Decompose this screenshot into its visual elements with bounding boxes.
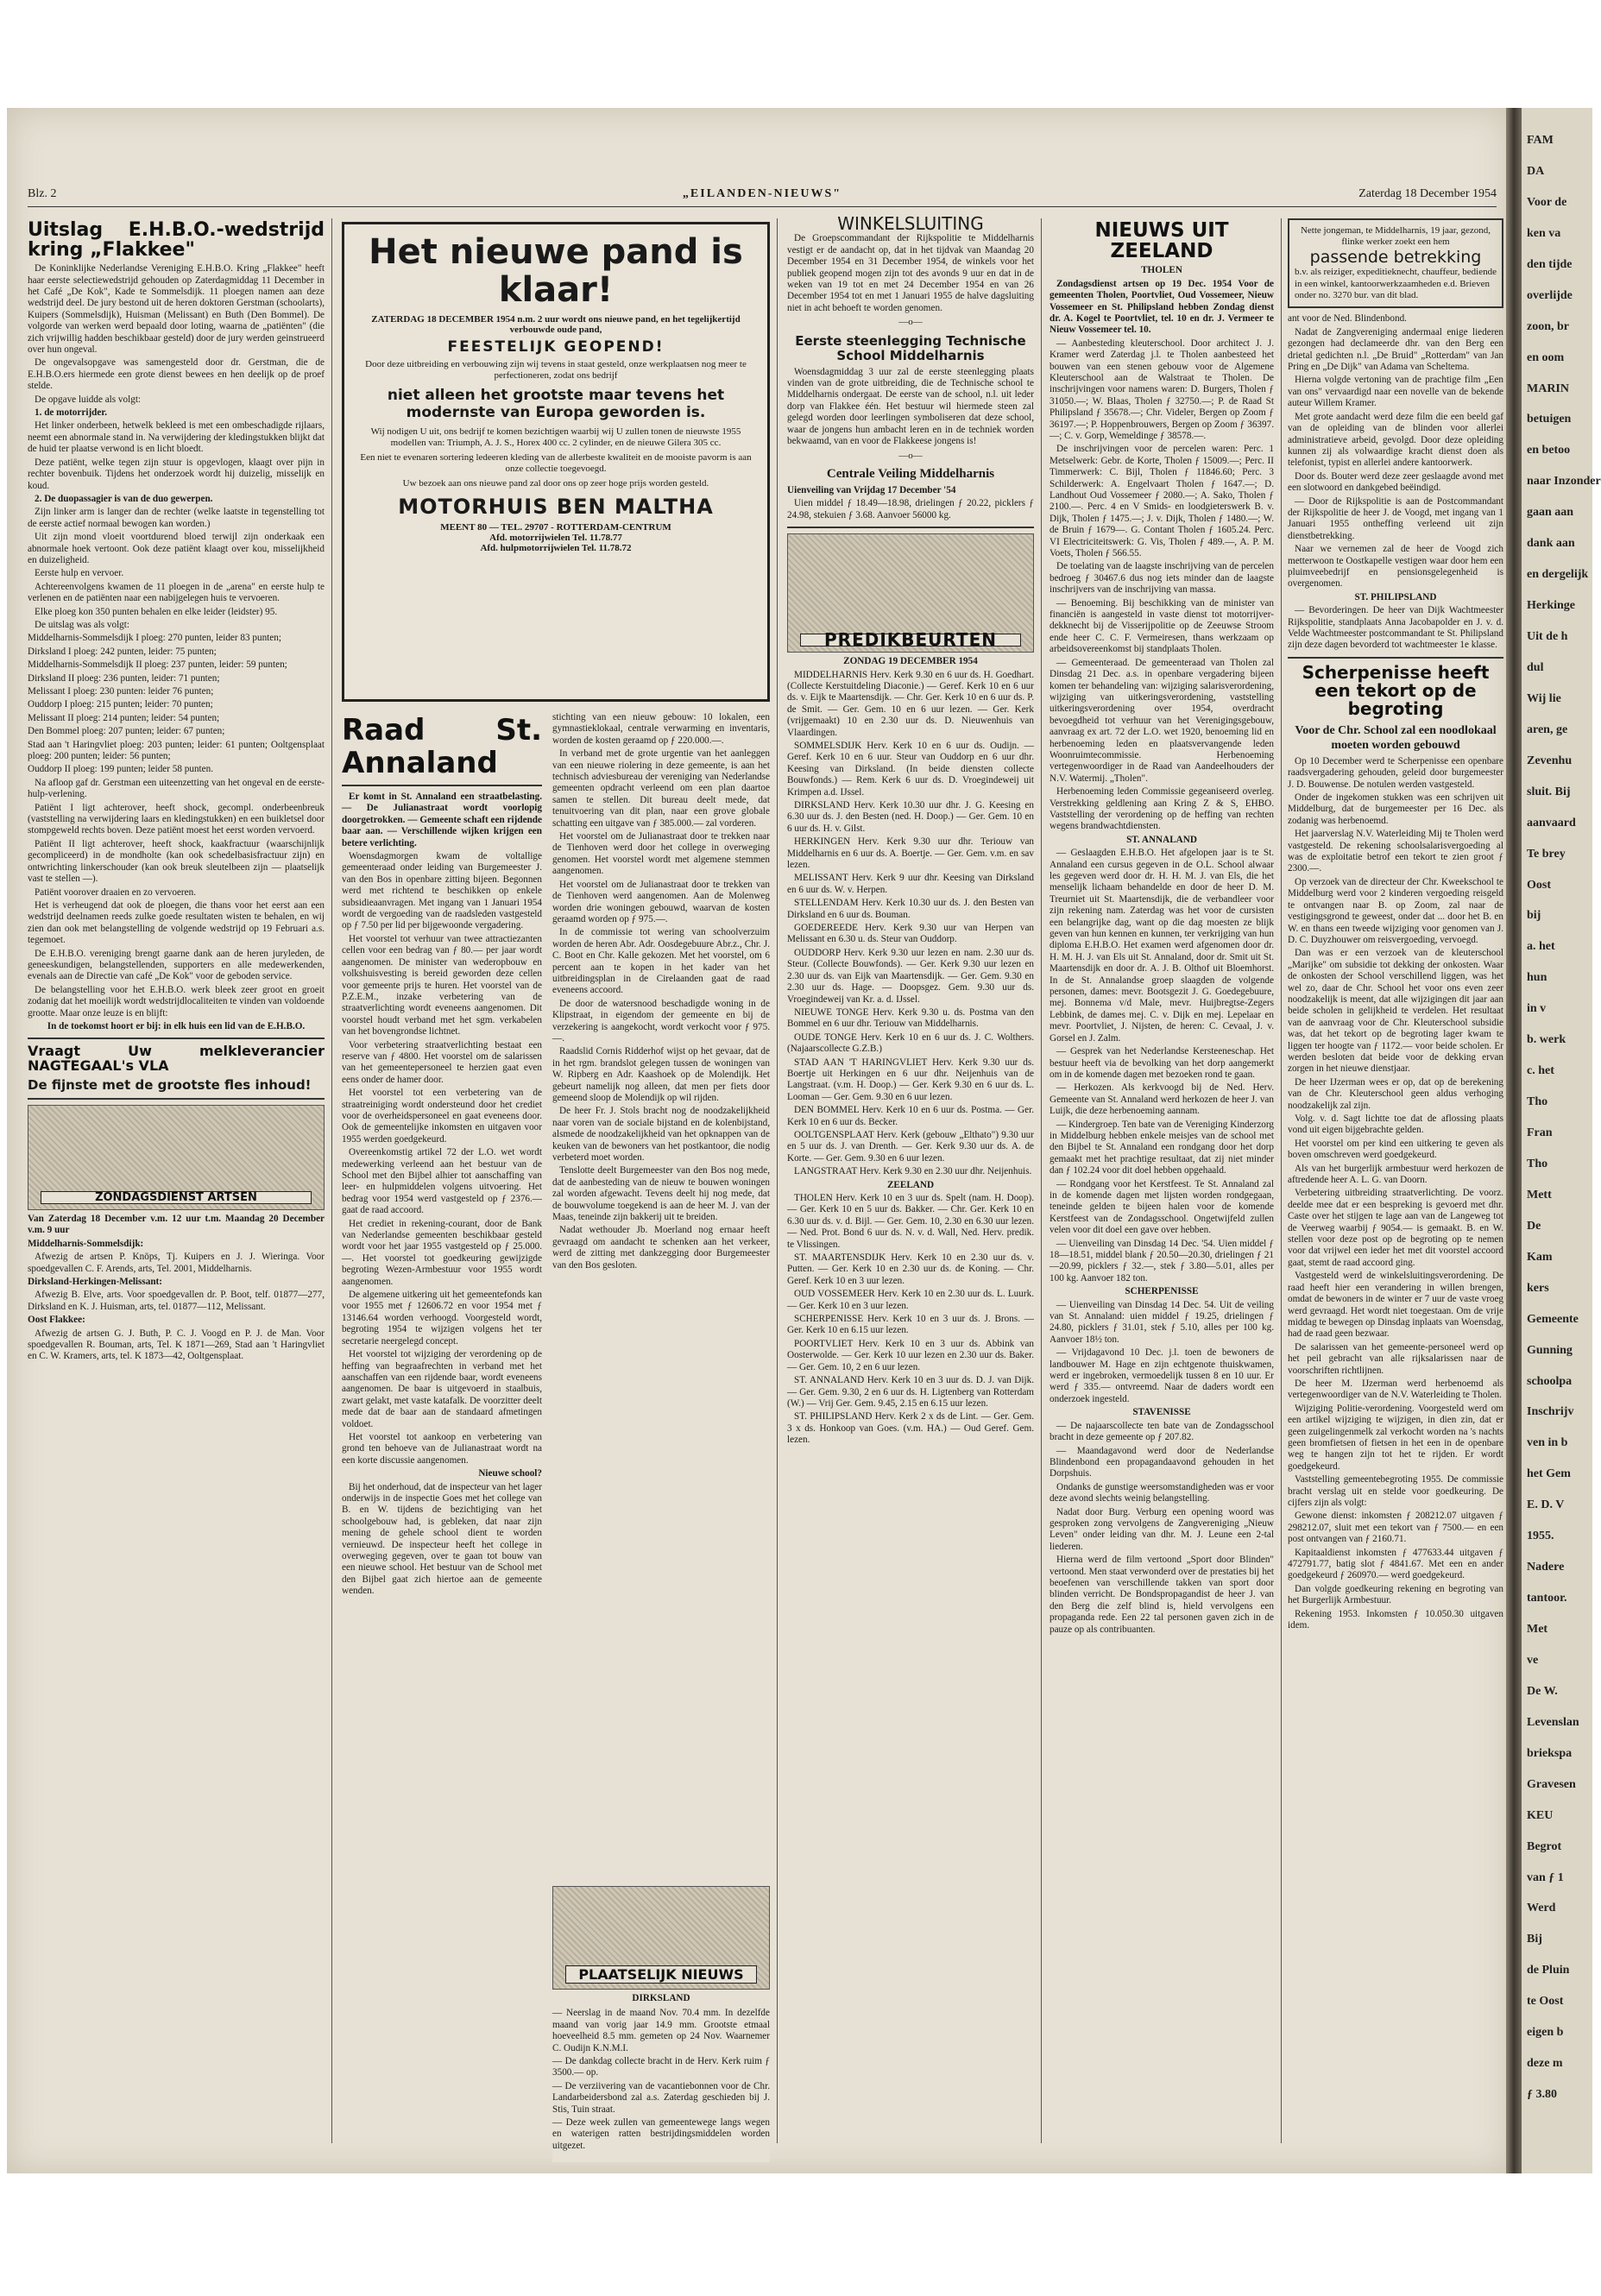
- article-paragraph: Het is verheugend dat ook de ploegen, die thans voor het eerst aan een wedstrijd deelnamen reeds zulke goede resultaten wisten te behalen, en wij zien dan ook met belangstelling de volgende wedstrijd op 19 Februari a.s. tegemoet.: [28, 899, 325, 946]
- article-paragraph: Patiënt I ligt achterover, heeft shock, gecompl. onderbeenbreuk (vaststelling na verwijdering laars en kledingstukken) en een buikletsel door stompgeweld rechts boven. Deze patiënt moest het eerst worden vervoerd.: [28, 802, 325, 836]
- article-paragraph: Het crediet in rekening-courant, door de Bank van Nederlandse gemeenten beschikbaar gesteld wordt voor het jaar 1955 vastgesteld op ƒ 25.000.—. Het voorstel tot goedkeuring gewijzigde begroting Wezen-Armbestuur voor 1955 wordt aangenomen.: [342, 1218, 542, 1287]
- separator: —o—: [898, 317, 923, 328]
- article-paragraph: ant voor de Ned. Blindenbond.: [1288, 313, 1407, 325]
- article-paragraph: De opgave luidde als volgt:: [35, 394, 142, 405]
- column-1: [28, 218, 325, 2160]
- scherpenisse-headline: Scherpenisse heeft een tekort op de begroting: [1302, 661, 1490, 719]
- article-paragraph: De ongevalsopgave was samengesteld door dr. Gerstman, die de E.H.B.O.ers hiermede een grote dienst bewees en hen deelijk op de proef stelde.: [28, 357, 325, 392]
- article-paragraph: Verbetering uitbreiding straatverlichting. De voorz. deelde mee dat er een bespreking is gevoerd met dhr. Caste over het stijgen te lage aan van de Langeweg tot de Veerweg waarbij ƒ 9054.— is gemaakt. B. en W. stellen voor deze post op de begroting op te nemen voor dat vrijwel een ieder het met dit voorstel accoord gaat, stemt de raad accoord ging.: [1288, 1188, 1503, 1268]
- article-paragraph: Elke ploeg kon 350 punten behalen en elke leider (leidster) 95.: [35, 606, 278, 617]
- next-page-fragment: ken va: [1527, 226, 1561, 240]
- next-page-fragment: van ƒ 1: [1527, 1870, 1564, 1884]
- article-paragraph: Vastgesteld werd de winkelsluitingsverordening. De raad heeft hier een verandering in willen brengen, omdat de bewoners in de winter er 7 uur de vaste vroeg werd gevraagd. Het wordt niet toegestaan. Om de vrije middag te bewegen op Dinsdag inplaats van Woensdag, had de raad geen bezwaar.: [1288, 1271, 1503, 1340]
- article-paragraph: — Rondgang voor het Kerstfeest. Te St. Annaland zal in de komende dagen met lijsten worden rondgegaan, teneinde gelden te bijeen halen voor de komende Kerstfeest van de Zondagsschool. Ongetwijfeld zullen velen voor dit doel een gave over hebben.: [1049, 1178, 1274, 1236]
- next-page-fragment: Zevenhu: [1527, 754, 1573, 767]
- result-line: Melissant II ploeg: 214 punten; leider: 54 punten;: [28, 712, 220, 723]
- article-paragraph: De Koninklijke Nederlandse Vereniging E.H.B.O. Kring „Flakkee" heeft haar eerste selectiewedstrijd gehouden op Zaterdagmiddag 11 December in het Café „De Kok", Kade te Sommelsdijk. 11 ploegen namen aan deze wedstrijd deel. De jury bestond uit de heren doktoren Gerstman (schoolarts), Kuipers (Sommelsdijk), Huisman (Melissant) en Buth (Den Bommel). De volgorde van werken werd bepaald door loting, waarna de „patiënten" (die zich vrijwillig hadden beschikbaar gesteld) door de jury werden geinstrueerd over hun ongeval.: [28, 263, 325, 356]
- next-page-fragment: het Gem: [1527, 1467, 1571, 1481]
- article-paragraph: Het voorstel tot een verbetering van de straatreiniging wordt ondersteund door het crediet voor de overheidspersoneel en gaat eveneens door. Ook de gemeentelijke inkomsten en uitgaven voor 1955 werden goedgekeurd.: [342, 1088, 542, 1145]
- scherpenisse-subheadline: Voor de Chr. School zal een noodlokaal moeten worden gebouwd: [1295, 723, 1497, 752]
- article-paragraph: Rekening 1953. Inkomsten ƒ 10.050.30 uitgaven idem.: [1288, 1608, 1503, 1631]
- result-line: Ouddorp II ploeg: 199 punten; leider 58 punten.: [28, 764, 214, 775]
- column-4: [1049, 218, 1274, 2160]
- predikbeurt-entry: GOEDEREEDE Herv. Kerk 9.30 uur van Herpen van Melissant en 6.30 u. ds. Steur van Ouddorp.: [787, 923, 1034, 945]
- zeeland-headline: NIEUWS UIT ZEELAND: [1094, 219, 1229, 263]
- predikbeurt-entry: SCHERPENISSE Herv. Kerk 10 en 3 uur ds. J. Brons. — Ger. Kerk 10 en 6.15 uur lezen.: [787, 1314, 1034, 1336]
- column-3: [787, 213, 1034, 2160]
- page-header: [28, 184, 1497, 207]
- article-paragraph: — Neerslag in de maand Nov. 70.4 mm. In dezelfde maand van vorig jaar 14.9 mm. Grootste etmaal hoeveelheid 8.5 mm. gemeten op 24 Nov. Waarnemer C. Oudijn K.N.M.I.: [552, 2008, 770, 2053]
- next-page-fragment: eigen b: [1527, 2026, 1564, 2040]
- result-line: Melissant I ploeg: 230 punten: leider 76 punten;: [28, 686, 214, 697]
- article-paragraph: — Benoeming. Bij beschikking van de minister van financiën is aangesteld in vaste dienst tot motorrijver-dekknecht bij de Visserijpolitie op de Zeeuwse Stroom ende heer C. C. F. Vermeiresen, thans werkzaam op arbeidsovereenkomst bij standplaats Tholen.: [1049, 597, 1274, 655]
- article-paragraph: Het voorstel tot wijziging der verordening op de heffing van begraafrechten in verband met het aanschaffen van een rijdende baar, wordt eveneens aangenomen. De baar is uitgevoerd in staalbuis, zwart gelakt, met vaste katafalk. De voorzitter deelt mede dat de baar aan de standaard afmetingen voldoet.: [342, 1349, 542, 1429]
- stavenisse-heading: STAVENISSE: [1132, 1407, 1191, 1418]
- article-paragraph: — De verziivering van de vacantiebonnen voor de Chr. Landarbeidersbond zal a.s. Zaterdag geschieden bij J. Stis, Tuin straat.: [552, 2080, 770, 2115]
- article-paragraph: — Kindergroep. Ten bate van de Vereniging Kinderzorg in Middelburg hebben enkele meisjes van de school met den Bijbel te St. Annaland een rondgang door het dorp gemaakt met het prachtige resultaat, dat zij niet minder dan ƒ 102.24 voor dit doel hebben opgehaald.: [1049, 1119, 1274, 1176]
- article-paragraph: Uit zijn mond vloeit voortdurend bloed terwijl zijn onderkaak een abnormale hoek vertoont. Ook deze patiënt klaagt over kou, misselijkheid en duizeligheid.: [28, 532, 325, 565]
- next-page-fragment: Met: [1527, 1623, 1548, 1636]
- job-wanted-ad: [1288, 218, 1503, 308]
- next-page-fragment: overlijde: [1527, 288, 1573, 302]
- article-paragraph: Deze patiënt, welke tegen zijn stuur is opgevlogen, klaagt over pijn in rechter bovenbuik. Tijdens het onderzoek wordt hij duizelig, misselijk en koud.: [28, 457, 325, 491]
- next-page-fragment: De: [1527, 1219, 1541, 1233]
- next-page-fragment: MARIN: [1527, 382, 1569, 395]
- next-page-fragment: Tho: [1527, 1157, 1548, 1170]
- next-page-fragment: Tho: [1527, 1095, 1548, 1109]
- next-page-fragment: zoon, br: [1527, 319, 1569, 333]
- dienst-text: Afwezig de artsen G. J. Buth, P. C. J. Voogd en P. J. de Man. Voor spoedgevallen R. Bouman, arts, Tel. K 1871—269, Stad aan 't Haringvliet en C. W. Kramers, arts, tel. K 1873—42, Ooltgensplaat.: [28, 1328, 325, 1362]
- article-paragraph: Onder de ingekomen stukken was een schrijven uit Middelburg, dat de burgemeester per 16 Dec. als zodanig was herbenoemd.: [1288, 792, 1503, 826]
- article-paragraph: Zijn linker arm is langer dan de rechter (welke laatste in tegenstelling tot de eerste actief normaal bewogen kan worden.): [28, 507, 325, 529]
- article-paragraph: Nadat wethouder Jb. Moerland nog ernaar heeft gevraagd om aandacht te schenken aan het verkeer, werd de zitting met dankzegging door Burgemeester van den Bos gesloten.: [552, 1225, 770, 1271]
- dienst-region: Dirksland-Herkingen-Melissant:: [28, 1277, 163, 1287]
- next-page-fragment: E. D. V: [1527, 1498, 1565, 1512]
- article-paragraph: Door ds. Bouter werd deze zeer geslaagde avond met een slotwoord en dankgebed beëindigd.: [1288, 470, 1503, 494]
- ehbo-headline: Uitslag E.H.B.O.-wedstrijd kring „Flakkee": [28, 219, 325, 262]
- article-paragraph: Patiënt II ligt achterover, heeft shock, kaakfractuur (waarschijnlijk gecompliceerd) in de mondholte (kan ook schedelbasisfractuur zijn) en ontwrichting linkerschouder (kan ook breuk sleutelbeen zijn — plaatselijk vast te stellen —).: [28, 838, 325, 885]
- article-paragraph: Voor verbetering straatverlichting bestaat een reserve van ƒ 4800. Het voorstel om de salarissen van het gemeentepersoneel te herzien gaat even eens onder de hamer door.: [342, 1039, 542, 1085]
- next-page-fragment: sluit. Bij: [1527, 785, 1571, 798]
- ad-line: Uw bezoek aan ons nieuwe pand zal door ons op zeer hoge prijs worden gesteld.: [402, 478, 709, 489]
- article-paragraph: De uitslag was als volgt:: [35, 619, 129, 630]
- scherpenisse-heading: SCHERPENISSE: [1125, 1286, 1199, 1297]
- article-paragraph: De heer M. IJzerman werd herbenoemd als vertegenwoordiger van de N.V. Waterleiding te Tholen.: [1288, 1378, 1503, 1401]
- article-paragraph: Vaststelling gemeentebegroting 1955. De commissie bracht verslag uit en stelde voor goedkeuring. De cijfers zijn als volgt:: [1288, 1474, 1503, 1508]
- article-paragraph: Uien middel ƒ 18.49—18.98, drielingen ƒ 20.22, picklers ƒ 24.98, stekuien ƒ 3.68. Aanvoer 56000 kg.: [787, 498, 1034, 520]
- ad-title: Het nieuwe pand is klaar!: [369, 232, 743, 310]
- article-paragraph: Het jaarverslag N.V. Waterleiding Mij te Tholen werd vastgesteld. De rekening schoolsalarisvergoeding al was de exploitatie betrof een tekort te zien groot ƒ 2300.—.: [1288, 829, 1503, 874]
- column-rule: [777, 218, 778, 2143]
- predikbeurt-entry: DEN BOMMEL Herv. Kerk 10 en 6 uur ds. Postma. — Ger. Kerk 10 en 6 uur ds. Becker.: [787, 1105, 1034, 1127]
- next-page-fragment: dank aan: [1527, 537, 1575, 551]
- predikbeurten-illustration: [787, 533, 1034, 653]
- predikbeurt-entry: OOLTGENSPLAAT Herv. Kerk (gebouw „Elthato") 9.30 uur en 5 uur ds. J. van Drenth. — Ger. Kerk 9.30 uur ds. A. de Korte. — Ger. Gem. 9.30 en 6 uur lezen.: [787, 1129, 1034, 1164]
- result-line: Den Bommel ploeg: 207 punten; leider: 67 punten;: [28, 726, 225, 737]
- predikbeurten-date: ZONDAG 19 DECEMBER 1954: [843, 656, 978, 667]
- dienst-text: Afwezig de artsen P. Knöps, Tj. Kuipers en J. J. Wieringa. Voor spoedgevallen C. F. Arends, arts, Tel. 2001, Middelharnis.: [28, 1252, 325, 1274]
- next-page-fragment: Uit de h: [1527, 630, 1568, 643]
- article-paragraph: De algemene uitkering uit het gemeentefonds kan voor 1955 met ƒ 12606.72 en voor 1954 met ƒ 13146.64 worden verhoogd. Voorgesteld wordt, begroting 1954 te wijzigen volgens het ter secretarie neergelegd concept.: [342, 1290, 542, 1347]
- motorhuis-advertisement: [342, 222, 770, 702]
- article-paragraph: In de commissie tot wering van schoolverzuim worden de heren Abr. Adr. Oosdegebuure Abr.z., Chr. J. C. Boot en Chr. Kalle gekozen. Met het voorstel, om 6 percent aan te kopen in het kader van het uitbreidingsplan in de Cirelaanden gaat de raad eveneens accoord.: [552, 927, 770, 996]
- winkelsluiting-headline: WINKELSLUITING: [837, 213, 984, 234]
- article-paragraph: Achtereenvolgens kwamen de 11 ploegen in de „arena" en eerste hulp te verlenen en de patiënten naar een nabijgelegen huis te vervoeren.: [28, 581, 325, 604]
- article-paragraph: Het voorstel om de Julianastraat door te trekken naar de Tienhoven werd door het college in overweging genomen. Het voorstel wordt met algemene stemmen aangenomen.: [552, 831, 770, 877]
- next-page-fragment: en dergelijk: [1527, 568, 1589, 582]
- next-page-fragment: Oost: [1527, 878, 1551, 892]
- article-paragraph: In verband met de grote urgentie van het aanleggen van een nieuwe riolering in deze gemeente, is aan het technisch adviesbureau der vereniging van Nederlandse gemeenten opdracht verleend om een plan daartoe samen te stellen. Dit bureau deelt mede, dat tenuitvoering van dit plan, naar een grove globale schatting een uitgave van ƒ 385.000.— zal vorderen.: [552, 748, 770, 829]
- next-page-fragment: a. het: [1527, 940, 1555, 954]
- next-page-fragment: Begrot: [1527, 1839, 1562, 1853]
- article-paragraph: De heer Fr. J. Stols bracht nog de noodzakelijkheid naar voren van de sociale bijstand en de kolenbijstand, alsmede de noodzakelijkheid van het opknappen van de keuken van de bewoners van het postkantoor, die nodig verbeterd moet worden.: [552, 1106, 770, 1164]
- dienst-region: Middelharnis-Sommelsdijk:: [28, 1238, 144, 1249]
- article-paragraph: Gewone dienst: inkomsten ƒ 208212.07 uitgaven ƒ 298212.07, sluit met een tekort van ƒ 7500.— en een post ontvangen van ƒ 2160.71.: [1288, 1511, 1503, 1545]
- next-page-fragment: briekspa: [1527, 1746, 1573, 1760]
- next-page-fragment: Gemeente: [1527, 1312, 1579, 1326]
- article-paragraph: De toelating van de laagste inschrijving van de percelen bedroeg ƒ 30467.6 dus nog iets minder dan de laagste inschrijvers van de inschrijving van massa.: [1049, 561, 1274, 596]
- predikbeurt-entry: POORTVLIET Herv. Kerk 10 en 3 uur ds. Abbink van Oosterwolde. — Ger. Kerk 10 uur lezen en 2.30 uur ds. Baker. — Ger. Gem. 10, 2 en 6 uur lezen.: [787, 1338, 1034, 1372]
- article-paragraph: Eerste hulp en vervoer.: [35, 568, 124, 579]
- result-line: Middelharnis-Sommelsdijk I ploeg: 270 punten, leider 83 punten;: [28, 633, 281, 644]
- ad-line: ZATERDAG 18 DECEMBER 1954 n.m. 2 uur wordt ons nieuwe pand, en het tegelijkertijd verbouwde oude pand,: [371, 314, 741, 335]
- article-paragraph: Het linker onderbeen, hetwelk bekleed is met een ombeschadigde rijlaars, neemt een abnormale stand in. Na verwijdering der kledingstukken blijkt dat de huid ter plaatse verwond is en licht bloedt.: [28, 420, 325, 455]
- next-page-fragment: aren, ge: [1527, 722, 1568, 736]
- next-page-fragment: gaan aan: [1527, 506, 1574, 520]
- next-page-fragment: ƒ 3.80: [1527, 2088, 1557, 2102]
- result-line: Ouddorp I ploeg: 215 punten; leider: 70 punten;: [28, 699, 213, 710]
- column-rule: [1041, 218, 1042, 2143]
- zeeland-heading: ZEELAND: [886, 1179, 935, 1190]
- article-closing: In de toekomst hoort er bij: in elk huis een lid van de E.H.B.O.: [47, 1020, 306, 1031]
- next-page-fragment: Gravesen: [1527, 1777, 1576, 1791]
- article-paragraph: Met grote aandacht werd deze film die een beeld gaf van de opleiding van de blinden voor allerlei administratieve arbeid, gevolgd. Door deze opleiding kunnen zij als volwaardige kracht dienst doen als telefonist, typist en allerlei andere kantoorwerk.: [1288, 411, 1503, 469]
- article-paragraph: Op verzoek van de directeur der Chr. Kweekschool te Middelburg werd voor 2 kinderen vergoeding reisgeld te ontvangen naar B. op Zoom, zal naar de vestigingsgrond te geweest, onder dat ... door het B. en W. en thans een tweede wijziging voor genomen van J. D. C. Duyzhouwer om reisvergoeding, vervoegd.: [1288, 876, 1503, 945]
- article-subhead: 2. De duopassagier is van de duo gewerpen.: [35, 493, 213, 504]
- article-paragraph: Dan volgde goedkeuring rekening en begroting van het Burgerlijk Armbestuur.: [1288, 1583, 1503, 1606]
- next-page-fragment: schoolpa: [1527, 1374, 1573, 1388]
- predikbeurt-entry: STELLENDAM Herv. Kerk 10.30 uur ds. J. den Besten van Dirksland en 6 uur ds. Bouman.: [787, 898, 1034, 920]
- job-ad-text: b.v. als reiziger, expeditieknecht, chauffeur, bediende in een winkel, kantoorwerkzaamheden e.d. Brieven onder no. 3270 bur. van dit blad.: [1295, 267, 1497, 301]
- article-paragraph: Herbenoeming leden Commissie gegeaniseerd overleg. Verstrekking geldlening aan Kring Z & S, EHBO. Vaststelling der verordening op de heffing van rechten wegens brandwachtdiensten.: [1049, 786, 1274, 832]
- next-page-fragment: den tijde: [1527, 257, 1573, 271]
- article-paragraph: Kapitaaldienst inkomsten ƒ 477633.44 uitgaven ƒ 472791.77, batig slot ƒ 4841.67. Met een en ander goedgekeurd ƒ 260970.— werd goedgekeurd.: [1288, 1547, 1503, 1581]
- article-paragraph: — Geslaagden E.H.B.O. Het afgelopen jaar is te St. Annaland een cursus gegeven in de O.L. School alwaar les gegeven werd door dr. H. H. M. J. van Els, die het menselijk lichaam behandelde en door de heer D. M. Treurniet uit St. Maartensdijk, die de verbandleer voor zijn rekening nam. Zaterdag was het voor de cursisten een belangrijke dag, want op die dag moesten ze blijk geven van hun kennen en kunnen, ter verkrijging van hun diploma E.H.B.O. Het examen werd afgenomen door dr. H. M. H. J. van Els uit St. Annaland, door dr. Smit uit St. Maartensdijk en door dr. A. J. B. Olthof uit Bloemhorst. In de St. Annalandse groep slaagden de volgende personen, dames: mevr. Bootsgezit J. G. Goedegebuure, mej. Bonnema v/d Male, mevr. Huijbregtse-Zegers Lebbink, de dames mej. C. v. Dijk en mej. Lepelaar en mevr. Poortvliet, J. Nijsten, de heren: C. Cevaal, J. v. Gorsel en J. Zalm.: [1049, 848, 1274, 1044]
- predikbeurt-entry: MELISSANT Herv. Kerk 9 uur dhr. Keesing van Dirksland en 6 uur ds. W. v. Herpen.: [787, 873, 1034, 895]
- binding-gutter: [1506, 108, 1522, 2173]
- article-paragraph: — Deze week zullen van gemeentewege langs wegen en waterigen ratten bestrijdingsmiddelen worden uitgezet.: [552, 2117, 770, 2151]
- predikbeurt-entry: STAD AAN 'T HARINGVLIET Herv. Kerk 9.30 uur ds. Boertje uit Herkingen en 6 uur dhr. Neijenhuis van de Langstraat. (v.m. H. Doop.) — Ger. Kerk 9.30 en 6 uur ds. L. Looman — Ger. Gem. 9.30 en 6 uur lezen.: [787, 1057, 1034, 1102]
- result-line: Dirksland II ploeg: 236 punten, leider: 71 punten;: [28, 672, 220, 684]
- next-page-fragment: aanvaard: [1527, 816, 1576, 829]
- predikbeurt-entry: ST. ANNALAND Herv. Kerk 10 en 3 uur ds. D. J. van Dijk. — Ger. Gem. 9.30, 2 en 6 uur ds. H. Ligtenberg van Rotterdam (W.) — Vrij Ger. Gem. 9.45, 2.15 en 6.15 uur lezen.: [787, 1375, 1034, 1409]
- next-page-fragment: Herkinge: [1527, 599, 1575, 613]
- vla-ad-title: Vraagt Uw melkleverancier NAGTEGAAL's VLA: [28, 1043, 325, 1075]
- next-page-fragment: Mett: [1527, 1188, 1552, 1202]
- column-2: [342, 712, 542, 2162]
- next-page-fragment: en betoo: [1527, 444, 1571, 457]
- article-paragraph: Nadat door Burg. Verburg een opening woord was gesproken zong vervolgens de Zangvereniging „Nieuw Leven" onder leiding van dhr. M. J. Leune een 2-tal liederen.: [1049, 1506, 1274, 1552]
- ad-line: Wij nodigen U uit, ons bedrijf te komen bezichtigen waarbij wij U zullen tonen de nieuwste 1955 modellen van: Triumph, A. J. S., Horex 400 cc. 2 cylinder, en de nieuwe Gilera 305 cc.: [370, 426, 741, 448]
- next-page-fragment: Wij lie: [1527, 691, 1561, 705]
- article-paragraph: — De dankdag collecte bracht in de Herv. Kerk ruim ƒ 3500.— op.: [552, 2056, 770, 2078]
- ad-phone: Afd. motorrijwielen Tel. 11.78.77: [489, 533, 622, 543]
- raad-rubric: Nieuwe school?: [478, 1468, 542, 1479]
- plaatselijk-nieuws-illustration: [552, 1886, 770, 1990]
- predikbeurt-entry: NIEUWE TONGE Herv. Kerk 9.30 u. ds. Postma van den Bommel en 6 uur dhr. Teriouw van Middelharnis.: [787, 1006, 1034, 1030]
- ad-slogan: niet alleen het grootste maar tevens het modernste van Europa geworden is.: [387, 387, 725, 421]
- result-line: Dirksland I ploeg: 242 punten, leider: 75 punten;: [28, 646, 217, 657]
- article-paragraph: — Herkozen. Als kerkvoogd bij de Ned. Herv. Gemeente van St. Annaland werd herkozen de heer J. van Luijk, die deze herbenoeming aannam.: [1049, 1082, 1274, 1117]
- article-paragraph: Nadat de Zangvereniging andermaal enige liederen gezongen had declameerde dhr. van den Berg een drietal gedichten n.l. „De Bruid" „Rotterdam" van Jan Pring en „De Dijk" van Adama van Scheltema.: [1288, 326, 1503, 373]
- ad-address: MEENT 80 — TEL. 29707 - ROTTERDAM-CENTRUM: [440, 522, 671, 533]
- predikbeurten-label: PREDIKBEURTEN: [800, 634, 1021, 647]
- predikbeurt-entry: ST. PHILIPSLAND Herv. Kerk 2 x ds de Lint. — Ger. Gem. 3 x ds. Honkoop van Goes. (v.m. HA.) — Oud Geref. Gem. lezen.: [787, 1411, 1034, 1446]
- newspaper-page: [7, 108, 1510, 2173]
- article-paragraph: Het voorstel tot verhuur van twee attractiezanten cellen voor een bedrag van ƒ 80.— per jaar wordt aangenomen. De minister van wederopbouw en volkshuisvesting is bereid geworden deze cellen voor gemeente prijs te huren. Het voorstel van de P.Z.E.M., inzake verbetering van de straatverlichting wordt eveneens aangenomen. Dit voorstel houdt verband met het sgm. verkabelen van het bovengrondse lichtnet.: [342, 933, 542, 1038]
- next-page-fragment: Werd: [1527, 1902, 1556, 1915]
- plaatselijk-nieuws-block: [552, 1886, 770, 2162]
- stphilipsland-heading: ST. PHILIPSLAND: [1354, 591, 1437, 602]
- next-page-fragment: b. werk: [1527, 1033, 1566, 1047]
- article-paragraph: Na afloop gaf dr. Gerstman een uiteenzetting van het ongeval en de eerste-hulp-verlening.: [28, 777, 325, 800]
- veiling-headline: Centrale Veiling Middelharnis: [826, 466, 995, 481]
- next-page-fragment: en oom: [1527, 350, 1565, 364]
- predikbeurt-entry: HERKINGEN Herv. Kerk 9.30 uur dhr. Teriouw van Middelharnis en 6 uur ds. A. Boertje. — Ger. Gem. v.m. en sav lezen.: [787, 836, 1034, 871]
- predikbeurt-entry: DIRKSLAND Herv. Kerk 10.30 uur dhr. J. G. Keesing en 6.30 uur ds. J. den Besten (ned. H. Doop.) — Ger. Gem. 10 en 6 uur ds. H. v. Gilst.: [787, 800, 1034, 834]
- ad-line: Een niet te evenaren sortering ledeeren kleding van de allerbeste kwaliteit en de mooiste pavorm is aan onze collectie toegevoegd.: [360, 452, 752, 474]
- article-paragraph: De E.H.B.O. vereniging brengt gaarne dank aan de heren juryleden, de geneeskundigen, belangstellenden, supporters en alle medewerkenden, evenals aan de Directie van café „De Kok" voor de geboden service.: [28, 948, 325, 982]
- article-paragraph: De Groepscommandant der Rijkspolitie te Middelharnis vestigt er de aandacht op, dat in het tijdvak van Maandag 20 December 1954 en 31 December 1954, de winkels voor het publiek geopend mogen zijn tot des avonds 9 uur en dat in de weken van 19 tot en met 24 December 1954 en van 26 December 1954 tot en met 1 Januari 1955 de halve dagsluiting niet in acht behoeft te worden genomen.: [787, 233, 1034, 313]
- article-paragraph: — Uienveiling van Dinsdag 14 Dec. '54. Uien middel ƒ 18—18.51, middel blank ƒ 20.50—20.30, drielingen ƒ 21—20.99, picklers ƒ 32.—, stek ƒ 3.80—5.01, alles per 100 kg. Aanvoer 182 ton.: [1049, 1238, 1274, 1284]
- next-page-fragment: te Oost: [1527, 1995, 1564, 2009]
- next-page-fragment: Kam: [1527, 1250, 1553, 1264]
- next-page-fragment: Voor de: [1527, 195, 1567, 209]
- next-page-fragment: Fran: [1527, 1126, 1553, 1139]
- dienst-region: Oost Flakkee:: [28, 1315, 85, 1326]
- article-paragraph: De inschrijvingen voor de percelen waren: Perc. 1 Metselwerk: Gebr. de Korte, Tholen ƒ 15009.—; Perc. II Timmerwerk: C. Bijl, Tholen ƒ 11846.60; Perc. 3 Schilderwerk: A. Engelvaart Tholen ƒ 1647.—; D. Landhout Oud Vossemeer ƒ 2080.—; A. Sako, Tholen ƒ 2100.—. Perc. 4 en V Smids- en loodgieterswerk B. v. Dijk, Tholen ƒ 1475.—; J. v. Dijk, Tholen ƒ 1480.—; W. de Bruin ƒ 1679—. G. Contant Tholen ƒ 1605.24. Perc. VI Electriciteitswerk: G. Vis, Tholen ƒ 489.—, A. P. M. Voets, Tholen ƒ 566.55.: [1049, 444, 1274, 559]
- next-page-edge: [1522, 108, 1601, 2173]
- dirksland-heading: DIRKSLAND: [632, 1993, 690, 2003]
- next-page-fragment: bij: [1527, 909, 1541, 923]
- article-paragraph: Het voorstel om de Julianastraat door te trekken van de Tienhoven werd aangenomen. Aan de Molenweg worden drie woningen gebouwd, waarvan de kosten geraamd worden op ƒ 975.—.: [552, 879, 770, 924]
- next-page-fragment: De W.: [1527, 1684, 1558, 1698]
- next-page-fragment: DA: [1527, 164, 1545, 178]
- next-page-fragment: tantoor.: [1527, 1592, 1567, 1605]
- result-line: Middelharnis-Sommelsdijk II ploeg: 237 punten, leider: 59 punten;: [28, 659, 287, 671]
- article-paragraph: Raadslid Cornis Ridderhof wijst op het gevaar, dat de in het rgm. brandslot gelegen tussen de woningen van W. Ripberg en Adr. Kaashoek op de Molendijk. Het gebeurt namelijk nog alleen, dat men per fiets door gemeend sloop de Molendijk op wil rijden.: [552, 1046, 770, 1103]
- top-border: [0, 0, 1592, 108]
- plaatselijk-nieuws-label: PLAATSELIJK NIEUWS: [565, 1965, 757, 1984]
- ad-line: Door deze uitbreiding en verbouwing zijn wij tevens in staat gesteld, onze werkplaatsen nog meer te perfectioneren, zodat ons bedrijf: [365, 359, 747, 381]
- next-page-fragment: ve: [1527, 1653, 1539, 1667]
- next-page-fragment: KEU: [1527, 1808, 1554, 1822]
- tholen-heading: THOLEN: [1141, 265, 1182, 276]
- ad-firm-name: MOTORHUIS BEN MALTHA: [398, 495, 714, 519]
- dienst-period: Van Zaterdag 18 December v.m. 12 uur t.m. Maandag 20 December v.m. 9 uur: [28, 1213, 325, 1236]
- next-page-fragment: betuigen: [1527, 413, 1572, 426]
- page-number: Blz. 2: [28, 187, 57, 200]
- next-page-fragment: ven in b: [1527, 1436, 1568, 1450]
- article-paragraph: — Aanbesteding kleuterschool. Door architect J. J. Kramer werd Zaterdag j.l. te Tholen aanbesteed het bouwen van een stenen gebouw voor de Algemene Kleuterschool aan de Walstraat te Tholen. De inschrijvingen voor namens waren: D. Burgers, Tholen ƒ 31050.—; W. Blaas, Tholen ƒ 32750.—; P. de Raad St Philipsland ƒ 35678.—; Chr. Videler, Bergen op Zoom ƒ 36197.—; P. Hoppenbrouwers, Bergen op Zoom ƒ 36397.—; C. v. Gorp, Wemeldinge ƒ 38578.—.: [1049, 337, 1274, 441]
- next-page-fragment: naar Inzonder: [1527, 475, 1601, 489]
- article-paragraph: Overeenkomstig artikel 72 der L.O. wet wordt medewerking verleend aan het bestuur van de School met den Bijbel alhier tot aanschaffing van leer- en hulpmiddelen volgens uitvoering. Het bedrag voor 1954 werd vastgesteld op ƒ 2376.— gaat de raad accoord.: [342, 1147, 542, 1216]
- zondagsdienst-label: ZONDAGSDIENST ARTSEN: [41, 1191, 312, 1204]
- article-paragraph: Woensdagmiddag 3 uur zal de eerste steenlegging plaats vinden van de grote uitbreiding, die de Technische school te Middelharnis ondergaat. De eerste van de school, n.l. uit leder dorp van Flakkee één. Het bestuur wil hiermede steen zal gelegd worden door leerlingen symboliseren dat deze school, waar de jongens hun ambacht leren en in de techniek worden bekwaamd, van en voor de Flakkeese jongens is!: [787, 366, 1034, 447]
- article-paragraph: — Bevorderingen. De heer van Dijk Wachtmeester Rijkspolitie, standplaats Anna Jacobapolder en J. v. d. Velde Wachtmeester postcommandant te St. Philipsland zijn deze dagen bevorderd tot wachtmeester 1e klasse.: [1288, 605, 1503, 651]
- job-ad-intro: Nette jongeman, te Middelharnis, 19 jaar, gezond, flinke werker zoekt een hem: [1300, 225, 1491, 248]
- article-paragraph: — Vrijdagavond 10 Dec. j.l. toen de bewoners de landbouwer M. Hage en zijn echtgenote thuiskwamen, werd er ingebroken, vermoedelijk tussen 8 en 10 uur. Er werd ƒ 335.— ontvreemd. Naar de daders wordt een onderzoek ingesteld.: [1049, 1347, 1274, 1404]
- article-paragraph: Zondagsdienst artsen op 19 Dec. 1954 Voor de gemeenten Tholen, Poortvliet, Oud Vossemeer, Nieuw Vossemeer en St. Philipsland hebben Zondag dienst dr. A. Kogel te Poortvliet, tel. 10 en dr. J. Vermeer te Nieuw Vossemeer tel. 10.: [1049, 278, 1274, 336]
- article-paragraph: De heer IJzerman wees er op, dat op de berekening van de Chr. Kleuterschool geen aldus verhoging noodzakelijk zal zijn.: [1288, 1076, 1503, 1111]
- article-paragraph: Hierna werd de film vertoond „Sport door Blinden" vertoond. Men staat verwonderd over de prestaties bij het beoefenen van verschillende takken van sport door blinden verricht. De Bondspropagandist de heer J. van den Berg die zelf blind is, hield vervolgens een propaganda rede. Een 22 tal personen gaven zich in de pauze op als contribuanten.: [1049, 1555, 1274, 1635]
- next-page-fragment: deze m: [1527, 2057, 1563, 2071]
- steenlegging-headline: Eerste steenlegging Technische School Middelharnis: [795, 332, 1026, 363]
- result-line: Stad aan 't Haringvliet ploeg: 203 punten; leider: 61 punten; Ooltgensplaat ploeg: 200 punten; leider: 56 punten;: [28, 739, 325, 762]
- article-paragraph: — Maandagavond werd door de Nederlandse Blindenbond een propagandaavond gehouden in het Dorpshuis.: [1049, 1445, 1274, 1479]
- article-paragraph: Tenslotte deelt Burgemeester van den Bos nog mede, dat de aanbesteding van de nieuw te bouwen woningen zal worden afgewacht. Tevens deelt hij nog mede, dat de bouwvolume toegekend is aan de heer M. J. van der Maas, teneinde zijn bakkerij uit te breiden.: [552, 1165, 770, 1223]
- predikbeurt-entry: LANGSTRAAT Herv. Kerk 9.30 en 2.30 uur dhr. Neijenhuis.: [794, 1166, 1032, 1177]
- next-page-fragment: Nadere: [1527, 1561, 1565, 1574]
- vla-ad-subtitle: De fijnste met de grootste fles inhoud!: [28, 1076, 312, 1093]
- article-paragraph: Als van het burgerlijk armbestuur werd herkozen de aftredende heer A. L. G. van Doorn.: [1288, 1163, 1503, 1186]
- article-paragraph: Het voorstel om per kind een uitkering te geven als boven omschreven werd goedgekeurd.: [1288, 1138, 1503, 1161]
- raad-headline: Raad St. Annaland: [342, 713, 542, 780]
- article-paragraph: Ondanks de gunstige weersomstandigheden was er voor deze avond slechts weinig belangstelling.: [1049, 1481, 1274, 1504]
- ad-phone: Afd. hulpmotorrijwielen Tel. 11.78.72: [480, 543, 632, 553]
- next-page-fragment: in v: [1527, 1002, 1547, 1016]
- next-page-fragment: Bij: [1527, 1933, 1542, 1946]
- article-paragraph: Bij het onderhoud, dat de inspecteur van het lager onderwijs in de inspectie Goes met het college van B. en W. tijdens de bezichtiging van het schoolgebouw had, is gebleken, dat naar zijn mening de gehele school dient te worden vernieuwd. De inspecteur heeft het college in overweging gegeven, over te gaan tot bouw van een nieuwe school. Het bestuur van de School met den Bijbel gaat zich hiertoe aan de gemeente wenden.: [342, 1481, 542, 1597]
- bottom-border: [0, 2173, 1592, 2296]
- predikbeurt-entry: MIDDELHARNIS Herv. Kerk 9.30 en 6 uur ds. H. Goedhart. (Collecte Kerstuitdeling Diaconie.) — Geref. Kerk 10 en 6 uur ds. v. Eijk te Maartensdijk. — Chr. Ger. Kerk 10 en 6 uur ds. P. de Smit. — Ger. Gem. 10 en 6 uur lezen. — Ger. Kerk (vrijgemaakt) 10 en 2.30 uur ds. D. Nieuwenhuis van Vlaardingen.: [787, 669, 1034, 738]
- article-paragraph: Woensdagmorgen kwam de voltallige gemeenteraad onder leiding van Burgemeester J. van den Bos in openbare zitting bijeen. Begonnen werd met richtend te beschikken op enkele subsidieaanvragen. Met ingang van 1 Januari 1954 wordt de vergoeding van de raadsleden vastgesteld op ƒ 7.50 per lid per bijgewoonde vergadering.: [342, 851, 542, 931]
- newspaper-title: „EILANDEN-NIEUWS": [682, 187, 842, 200]
- next-page-fragment: Gunning: [1527, 1343, 1573, 1357]
- next-page-fragment: Te brey: [1527, 847, 1566, 861]
- article-paragraph: — Door de Rijkspolitie is aan de Postcommandant der Rijkspolitie de heer J. de Voogd, met ingang van 1 Januari 1955 ontheffing verleend uit zijn dienstbetrekking.: [1288, 495, 1503, 541]
- zondagsdienst-illustration: [28, 1105, 325, 1210]
- article-paragraph: — Gemeenteraad. De gemeenteraad van Tholen zal Dinsdag 21 Dec. a.s. in openbare vergadering bijeen komen ter behandeling van: wijziging salarisverordening, wijziging van uitkeringsverordening, vaststelling uitkeringsverordening over 1954, overdracht bevoegdheid tot verhuur van het Verenigingsgebouw, aanvraag ex art. 72 der L.O. wet 1920, benoeming lid en herbenoeming leden en plaatsvervangende leden Woonruimtecommissie. Herbenoeming vertegenwoordiger in de Raad van Aandeelhouders der N.V. Watermij. „Tholen".: [1049, 657, 1274, 784]
- next-page-fragment: 1955.: [1527, 1530, 1554, 1543]
- job-ad-title: passende betrekking: [1309, 247, 1482, 267]
- article-subhead: 1. de motorrijder.: [35, 407, 108, 419]
- article-paragraph: De salarissen van het gemeente-personeel werd op het peil gebracht van alle rijksalarissen naar de voorschriften richtlijnen.: [1288, 1341, 1503, 1376]
- article-paragraph: De door de watersnood beschadigde woning in de Klipstraat, in eigendom der gemeente en bij de verzekering is aangekocht, wordt verkocht voor ƒ 975.—.: [552, 998, 770, 1044]
- article-paragraph: Het voorstel tot aankoop en verbetering van grond ten behoeve van de Julianastraat wordt na een korte discussie aangenomen.: [342, 1431, 542, 1466]
- article-paragraph: Hierna volgde vertoning van de prachtige film „Een van ons" vervaardigd naar een novelle van de bekende auteur Willem Kramer.: [1288, 375, 1503, 409]
- raad-intro: Er komt in St. Annaland een straatbelasting. — De Julianastraat wordt voorlopig doorgetrokken. — Gemeente schaft een rijdende baar aan. — Verschillende wijken krijgen een betere verlichting.: [342, 792, 542, 848]
- column-rule: [331, 218, 332, 2143]
- column-rule: [1281, 218, 1282, 2143]
- next-page-fragment: Inschrijv: [1527, 1405, 1574, 1419]
- stannaland-heading: ST. ANNALAND: [1126, 834, 1197, 845]
- article-paragraph: Naar we vernemen zal de heer de Voogd zich metterwoon te Oostkapelle vestigen waar door hem een pluimveebedrijf en pensionsgelegenheid is overgenomen.: [1288, 544, 1503, 590]
- predikbeurt-entry: SOMMELSDIJK Herv. Kerk 10 en 6 uur ds. Oudijn. — Geref. Kerk 10 en 6 uur. Steur van Ouddorp en 6 uur dhr. Keesing van Dirksland. (In beide diensten collecte Bouwfonds.) — Rem. Kerk 6 uur ds. D. Vroegindeweij uit Krimpen a.d. IJssel.: [787, 740, 1034, 798]
- article-paragraph: stichting van een nieuw gebouw: 10 lokalen, een gymnastieklokaal, centrale verwarming en inventaris, worden de kosten geraamd op ƒ 220.000.—.: [552, 712, 770, 746]
- article-paragraph: Op 10 December werd te Scherpenisse een openbare raadsvergadering gehouden, geleid door burgemeester J. D. Bouwense. De notulen werden vastgesteld.: [1288, 755, 1503, 790]
- article-paragraph: — Gesprek van het Nederlandse Kersteeneschap. Het bestuur heeft via de bevolking van het dorp aangemerkt om in de komende dagen met bezoeken rond te gaan.: [1049, 1046, 1274, 1080]
- article-paragraph: De belangstelling voor het E.H.B.O. werk bleek zeer groot en groeit zodanig dat het moeilijk wordt wedstrijdlocaliteiten te vinden van voldoende grootte. Maar onze leuze is en blijft:: [28, 984, 325, 1019]
- ad-opening: FEESTELIJK GEOPEND!: [447, 338, 665, 356]
- article-paragraph: — De najaarscollecte ten bate van de Zondagsschool bracht in deze gemeente op ƒ 207.82.: [1049, 1420, 1274, 1443]
- predikbeurt-entry: OUD VOSSEMEER Herv. Kerk 10 en 2.30 uur ds. L. Luurk. — Ger. Kerk 10 en 3 uur lezen.: [787, 1289, 1034, 1311]
- next-page-fragment: de Pluin: [1527, 1964, 1570, 1977]
- article-paragraph: Volg. v. d. Sagt lichtte toe dat de aflossing plaats vond uit eigen bijgebrachte gelden.: [1288, 1113, 1503, 1136]
- predikbeurt-entry: ST. MAARTENSDIJK Herv. Kerk 10 en 2.30 uur ds. v. Putten. — Ger. Kerk 10 en 2.30 uur ds. de Koning. — Chr. Geref. Kerk 10 en 3 uur lezen.: [787, 1252, 1034, 1286]
- issue-date: Zaterdag 18 December 1954: [1358, 187, 1497, 200]
- article-paragraph: — Uienveiling van Dinsdag 14 Dec. 54. Uit de veiling van St. Annaland: uien middel ƒ 19.25, drielingen ƒ 24.80, picklers ƒ 31.01, stek ƒ 5.10, alles per 100 kg. Aanvoer 18½ ton.: [1049, 1299, 1274, 1345]
- next-page-fragment: Levenslan: [1527, 1715, 1579, 1729]
- veiling-subhead: Uienveiling van Vrijdag 17 December '54: [787, 484, 956, 495]
- next-page-fragment: dul: [1527, 660, 1544, 674]
- predikbeurt-entry: THOLEN Herv. Kerk 10 en 3 uur ds. Spelt (nam. H. Doop). — Ger. Kerk 10 en 5 uur ds. Bakker. — Chr. Ger. Kerk 10 en 6.30 uur ds. v. d. Bijl. — Ger. Gem. 10, 2.30 en 6.30 uur lezen. — Ned. Prot. Bond 6 uur ds. N. v. d. Wall, Ned. Herv. predik. te Vlissingen.: [787, 1193, 1034, 1250]
- article-paragraph: Patiënt voorover draaien en zo vervoeren.: [35, 886, 196, 898]
- next-page-fragment: kers: [1527, 1281, 1549, 1295]
- article-paragraph: Wijziging Politie-verordening. Voorgesteld werd om een artikel wijziging te wijzigen, in dien zin, dat er geen zuigelingenmelk zal verkocht worden na 's nachts geen bromfietsen of fietsen in het een in de openbare weg te hangen zijn tot het te rijden. Er wordt goedgekeurd.: [1288, 1403, 1503, 1472]
- next-page-fragment: FAM: [1527, 134, 1554, 147]
- article-paragraph: Dan was er een verzoek van de kleuterschool „Marijke" om subsidie tot dekking der onkosten. Waar de onkosten der School verschillend liggen, was het wel zo, daar de Chr. School het voor ons even zeer noodzakelijk is meent, dat alle wijzigingen dit jaar aan beide scholen in gelijkheid te verdelen. Het resultaat van de aanvraag voor de Chr. Kleuterschool subsidie was, dat het tekort op de begroting lager kwam te liggen ter hoogte van ƒ 1172.— voor beide scholen. Er werden besloten dat beide voor de dekking ervan zorgen in het nieuwe dienstjaar.: [1288, 948, 1503, 1075]
- predikbeurt-entry: OUDE TONGE Herv. Kerk 10 en 6 uur ds. J. C. Wolthers. (Najaarscollecte G.Z.B.): [787, 1031, 1034, 1055]
- dienst-text: Afwezig B. Elve, arts. Voor spoedgevallen dr. P. Boot, telf. 01877—277, Dirksland en K. J. Huisman, arts, tel. 01877—112, Melissant.: [28, 1290, 325, 1312]
- next-page-fragment: c. het: [1527, 1064, 1554, 1078]
- predikbeurt-entry: OUDDORP Herv. Kerk 9.30 uur lezen en nam. 2.30 uur ds. Steur. (Collecte Bouwfonds). — Ger. Kerk 9.30 uur lezen en 2.30 uur ds. van Eijk van Maartensdijk. — Ger. Gem. 9.30 en 2.30 uur ds. Hage. — Doopsgez. Gem. 9.30 uur ds. Vroegindeweij van Kr. a. d. IJssel.: [787, 947, 1034, 1005]
- column-5: [1288, 218, 1503, 2160]
- separator: —o—: [898, 450, 923, 461]
- next-page-fragment: hun: [1527, 971, 1547, 985]
